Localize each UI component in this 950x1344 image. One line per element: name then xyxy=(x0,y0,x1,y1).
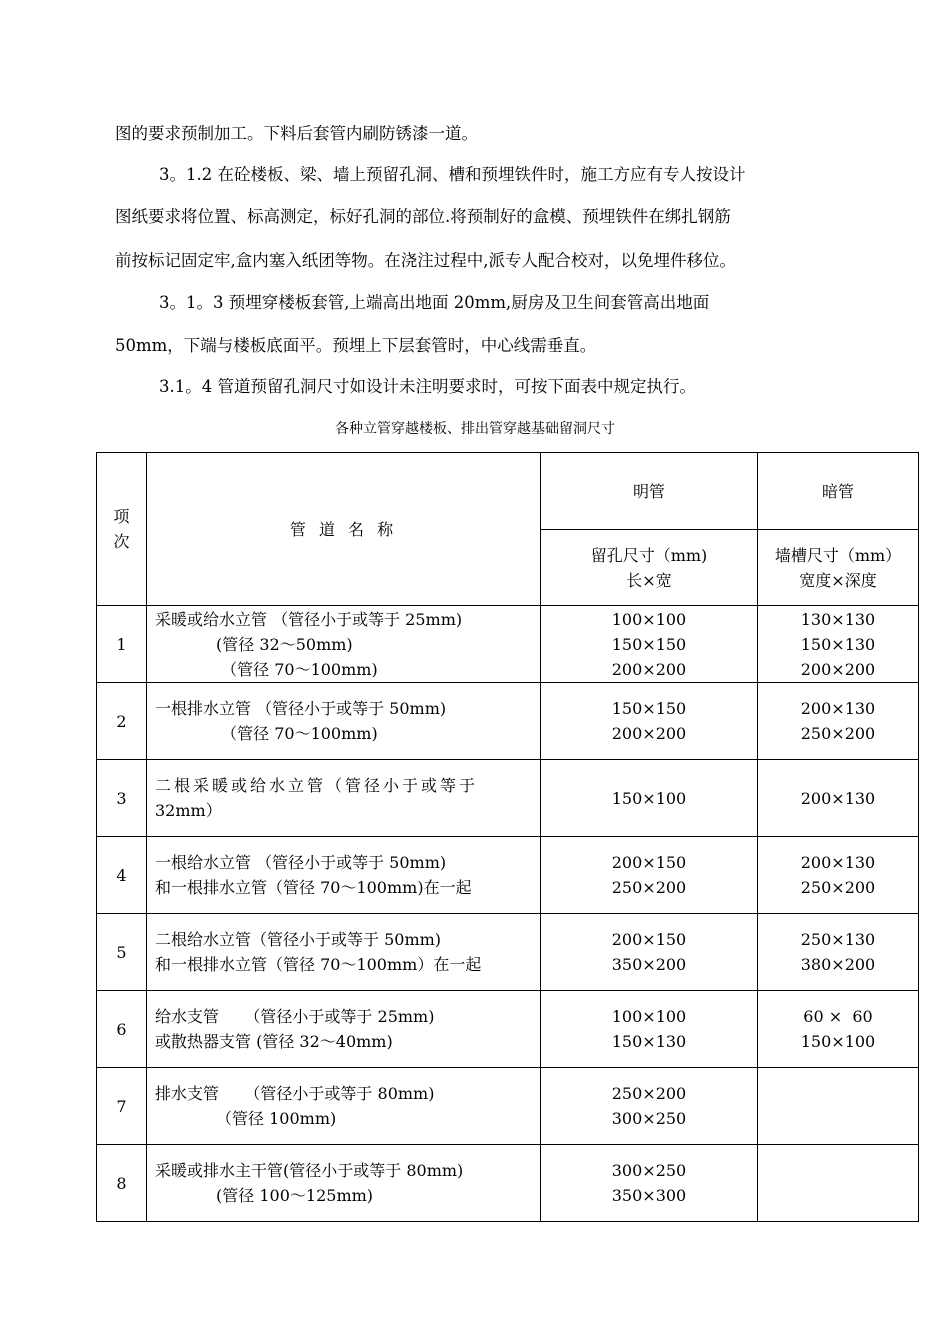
row-concealed-size xyxy=(758,991,919,1068)
pipe-name-line: 给水支管 （管径小于或等于 25mm) xyxy=(155,1007,435,1026)
concealed-size-line: 200×130 xyxy=(800,788,876,808)
exposed-size-line: 150×150 xyxy=(611,634,687,654)
row-pipe-name xyxy=(147,991,541,1068)
header-row-1 xyxy=(97,453,919,530)
table-row xyxy=(97,991,919,1068)
exposed-size-line: 350×200 xyxy=(611,955,687,974)
pipe-name-line: 二根给水立管（管径小于或等于 50mm) xyxy=(155,930,442,949)
concealed-size-line: 380×200 xyxy=(800,955,876,974)
header-concealed-sub2: 宽度×深度 xyxy=(799,570,877,590)
exposed-size-line: 300×250 xyxy=(611,1109,687,1128)
concealed-size-line: 60 × 60 xyxy=(803,1007,873,1026)
header-exposed-sub1: 留孔尺寸（mm) xyxy=(590,545,708,565)
concealed-size-line: 250×200 xyxy=(800,878,876,897)
exposed-size-line: 150×150 xyxy=(611,699,687,718)
row-exposed-size xyxy=(541,991,758,1068)
concealed-size-line: 250×130 xyxy=(800,930,876,949)
pipe-name-line: （管径 70～100mm) xyxy=(155,724,378,743)
exposed-size-line: 200×150 xyxy=(611,853,687,872)
row-exposed-size xyxy=(541,760,758,837)
header-exposed: 明管 xyxy=(541,453,758,530)
pipe-name-line: 32mm） xyxy=(155,801,222,820)
row-index: 3 xyxy=(97,760,147,837)
paragraph-2: 3。1.2 在砼楼板、梁、墙上预留孔洞、槽和预埋铁件时，施工方应有专人按设计 xyxy=(159,165,746,184)
exposed-size-line: 300×250 xyxy=(611,1161,687,1180)
exposed-size-line: 200×200 xyxy=(611,659,687,679)
concealed-size-line: 250×200 xyxy=(800,724,876,743)
header-concealed-sub xyxy=(758,530,919,606)
row-index: 4 xyxy=(97,837,147,914)
paragraph-3: 图纸要求将位置、标高测定，标好孔洞的部位.将预制好的盒模、预埋铁件在绑扎钢筋 xyxy=(115,207,731,226)
header-pipe-name: 管 道 名 称 xyxy=(147,453,541,606)
table-row xyxy=(97,837,919,914)
concealed-size-line: 130×130 xyxy=(800,609,876,629)
row-concealed-size xyxy=(758,1068,919,1145)
concealed-size-line: 150×100 xyxy=(800,1032,876,1051)
row-exposed-size xyxy=(541,914,758,991)
header-concealed: 暗管 xyxy=(758,453,919,530)
header-exposed-sub2: 长×宽 xyxy=(626,570,672,590)
paragraph-1: 图的要求预制加工。下料后套管内刷防锈漆一道。 xyxy=(115,124,478,143)
row-concealed-size xyxy=(758,606,919,683)
exposed-size-line: 150×130 xyxy=(611,1032,687,1051)
row-exposed-size xyxy=(541,606,758,683)
paragraph-7: 3.1。4 管道预留孔洞尺寸如设计未注明要求时，可按下面表中规定执行。 xyxy=(159,377,696,396)
pipe-name-line: 采暖或给水立管 （管径小于或等于 25mm) xyxy=(155,609,463,629)
header-exposed-sub xyxy=(541,530,758,606)
header-concealed-sub1: 墙槽尺寸（mm） xyxy=(774,545,902,565)
row-concealed-size xyxy=(758,914,919,991)
row-concealed-size xyxy=(758,683,919,760)
exposed-size-line: 200×150 xyxy=(611,930,687,949)
pipe-name-line: 和一根排水立管（管径 70～100mm）在一起 xyxy=(155,955,482,974)
row-index: 1 xyxy=(97,606,147,683)
row-index: 8 xyxy=(97,1145,147,1222)
row-pipe-name xyxy=(147,1068,541,1145)
row-exposed-size xyxy=(541,683,758,760)
row-exposed-size xyxy=(541,1068,758,1145)
row-concealed-size xyxy=(758,837,919,914)
row-pipe-name xyxy=(147,760,541,837)
pipe-name-line: 和一根排水立管（管径 70～100mm)在一起 xyxy=(155,878,472,897)
row-pipe-name xyxy=(147,914,541,991)
exposed-size-line: 100×100 xyxy=(611,609,687,629)
row-exposed-size xyxy=(541,1145,758,1222)
row-pipe-name xyxy=(147,683,541,760)
pipe-name-line: (管径 100～125mm) xyxy=(155,1186,374,1205)
table-row xyxy=(97,1068,919,1145)
row-pipe-name xyxy=(147,606,541,683)
concealed-size-line: 200×130 xyxy=(800,699,876,718)
paragraph-4: 前按标记固定牢,盒内塞入纸团等物。在浇注过程中,派专人配合校对，以免埋件移位。 xyxy=(115,251,736,270)
pipe-name-line: 或散热器支管 (管径 32～40mm) xyxy=(155,1032,393,1051)
row-index: 2 xyxy=(97,683,147,760)
row-index: 6 xyxy=(97,991,147,1068)
row-exposed-size xyxy=(541,837,758,914)
table-row xyxy=(97,606,919,683)
pipe-name-line: （管径 100mm) xyxy=(155,1109,337,1128)
paragraph-5: 3。1。3 预埋穿楼板套管,上端高出地面 20mm,厨房及卫生间套管高出地面 xyxy=(159,293,710,312)
row-index: 7 xyxy=(97,1068,147,1145)
pipe-name-line: (管径 32～50mm) xyxy=(155,634,353,654)
exposed-size-line: 250×200 xyxy=(611,878,687,897)
table-row xyxy=(97,683,919,760)
exposed-size-line: 250×200 xyxy=(611,1084,687,1103)
pipe-name-line: 一根给水立管 （管径小于或等于 50mm) xyxy=(155,853,447,872)
concealed-size-line: 150×130 xyxy=(800,634,876,654)
exposed-size-line: 350×300 xyxy=(611,1186,687,1205)
exposed-size-line: 150×100 xyxy=(611,788,687,808)
pipe-name-line: 一根排水立管 （管径小于或等于 50mm) xyxy=(155,699,447,718)
pipe-name-line: 排水支管 （管径小于或等于 80mm) xyxy=(155,1084,435,1103)
table-row xyxy=(97,914,919,991)
table-row xyxy=(97,760,919,837)
opening-size-table xyxy=(96,452,919,1222)
exposed-size-line: 200×200 xyxy=(611,724,687,743)
row-concealed-size xyxy=(758,1145,919,1222)
table-row xyxy=(97,1145,919,1222)
pipe-name-line: 二根采暖或给水立管（管径小于或等于 xyxy=(155,776,479,795)
paragraph-6: 50mm，下端与楼板底面平。预埋上下层套管时，中心线需垂直。 xyxy=(115,336,597,355)
row-concealed-size xyxy=(758,760,919,837)
pipe-name-line: （管径 70～100mm) xyxy=(155,659,378,679)
header-index-text: 项次 xyxy=(113,507,130,551)
row-pipe-name xyxy=(147,837,541,914)
exposed-size-line: 100×100 xyxy=(611,1007,687,1026)
header-index xyxy=(97,453,147,606)
row-pipe-name xyxy=(147,1145,541,1222)
row-index: 5 xyxy=(97,914,147,991)
pipe-name-line: 采暖或排水主干管(管径小于或等于 80mm) xyxy=(155,1161,464,1180)
concealed-size-line: 200×130 xyxy=(800,853,876,872)
concealed-size-line: 200×200 xyxy=(800,659,876,679)
table-caption: 各种立管穿越楼板、排出管穿越基础留洞尺寸 xyxy=(335,421,615,437)
